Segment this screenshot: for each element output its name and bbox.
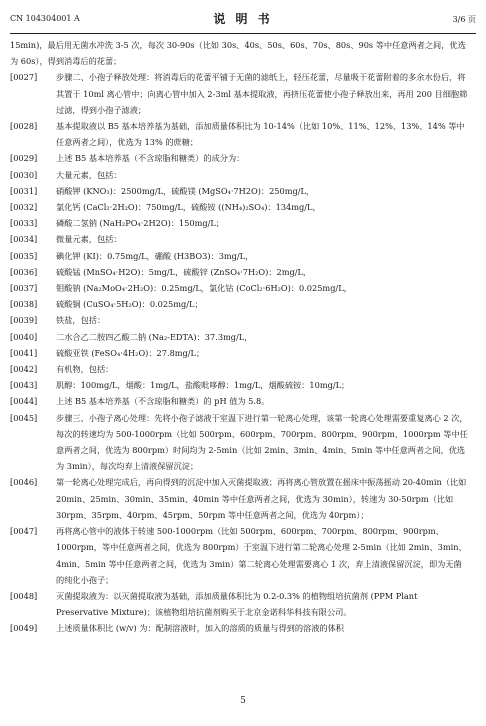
paragraph-number: [0038] bbox=[10, 299, 38, 310]
paragraph-number: [0028] bbox=[10, 121, 38, 132]
paragraph-text: 微量元素，包括： bbox=[56, 234, 122, 245]
paragraph-number: [0036] bbox=[10, 266, 38, 277]
paragraph-text: 灭菌提取液为：以灭菌提取液为基础，添加质量体积比为 0.2-0.3% 的植物组培抗菌剂 (PPM Plant Preservative Mixture)；该植物组培抗菌剂购买于北京金诺科华科技有限公司。 bbox=[56, 590, 418, 618]
paragraph-text: 磷酸二氢钠 (NaH₂PO₄·2H2O)：150mg/L； bbox=[56, 218, 224, 229]
paragraph bbox=[10, 296, 468, 312]
paragraph bbox=[10, 69, 468, 118]
paragraph-text: 上述 B5 基本培养基（不含琼脂和糖类）的 pH 值为 5.8。 bbox=[56, 396, 270, 407]
paragraph-text: 硫酸铜 (CuSO₄·5H₂O)：0.025mg/L； bbox=[56, 299, 203, 310]
paragraph-number: [0043] bbox=[10, 380, 38, 391]
paragraph-number: [0049] bbox=[10, 623, 38, 634]
paragraph-text: 大量元素，包括： bbox=[56, 169, 122, 180]
paragraph bbox=[10, 410, 468, 475]
paragraph bbox=[10, 264, 468, 280]
paragraph-text: 步骤三、小孢子离心处理：先将小孢子滤液于室温下进行第一轮离心处理，该第一轮离心处理需要重复离心 2 次，每次的转速均为 500-1000rpm（比如 500rpm、600rpm、700rpm、800rpm、900rpm、1000rpm 等中任意两者之间，优选为 800rpm）时间均为 2-5min（比如 2min、3min、4min、5min 等中任意两者之间，优选为 3min），每次均弃上清液保留沉淀； bbox=[56, 412, 468, 472]
paragraph-text: 二水合乙二胺四乙酸二钠 (Na₂-EDTA)：37.3mg/L， bbox=[56, 331, 253, 342]
paragraph-number: [0044] bbox=[10, 396, 38, 407]
paragraph-text: 步骤二、小孢子释放处理：将消毒后的花蕾平铺于无菌的滤纸上，轻压花蕾，尽量吸干花蕾附着的多余水份后，将其置于 10ml 离心管中；向离心管中加入 2-3ml 基本提取液，再挤压花蕾使小孢子释放出来，再用 200 目细胞筛过滤，得到小孢子滤液； bbox=[56, 72, 468, 115]
page-indicator: 3/6 页 bbox=[452, 15, 476, 24]
paragraph bbox=[10, 231, 468, 247]
paragraph bbox=[10, 329, 468, 345]
paragraph-text: 上述质量体积比 (w/v) 为：配制溶液时，加入的溶质的质量与得到的溶液的体积 bbox=[56, 623, 344, 634]
paragraph-number: [0027] bbox=[10, 72, 38, 83]
paragraph-number: [0029] bbox=[10, 153, 38, 164]
paragraph bbox=[10, 167, 468, 183]
paragraph-text: 氯化钙 (CaCl₂·2H₂O)：750mg/L，硫酸铵 ((NH₄)₂SO₄)：134mg/L， bbox=[56, 202, 321, 213]
paragraph-number: [0031] bbox=[10, 185, 38, 196]
paragraph bbox=[10, 150, 468, 166]
paragraph-number: [0035] bbox=[10, 250, 38, 261]
paragraph bbox=[10, 393, 468, 409]
paragraph bbox=[10, 280, 468, 296]
paragraph-number: [0046] bbox=[10, 477, 38, 488]
paragraph bbox=[10, 345, 468, 361]
paragraph-number: [0041] bbox=[10, 347, 38, 358]
paragraph bbox=[10, 620, 468, 636]
paragraph-number: [0045] bbox=[10, 412, 38, 423]
paragraph-text: 硫酸亚铁 (FeSO₄·4H₂O)：27.8mg/L； bbox=[56, 347, 205, 358]
paragraph bbox=[10, 183, 468, 199]
paragraph-number: [0030] bbox=[10, 169, 38, 180]
paragraph-number: [0047] bbox=[10, 526, 38, 537]
paragraph-number: [0037] bbox=[10, 283, 38, 294]
paragraph-text: 基本提取液以 B5 基本培养基为基础，添加质量体积比为 10-14%（比如 10%、11%、12%、13%、14% 等中任意两者之间），优选为 13% 的蔗糖； bbox=[56, 121, 465, 148]
paragraph bbox=[10, 118, 468, 150]
paragraph-text: 再将离心管中的液体于转速 500-1000rpm（比如 500rpm、600rpm、700rpm、800rpm、900rpm、1000rpm，等中任意两者之间，优选为 800rpm）于室温下进行第二轮离心处理 2-5min（比如 2min、3min、4min、5min 等中任意两者之间，优选为 3min）第二轮离心处理需要离心 1 次，弃上清液保留沉淀，即为无菌的纯化小孢子； bbox=[56, 526, 467, 585]
paragraph-text: 铁盐，包括： bbox=[56, 315, 106, 326]
document-body bbox=[10, 37, 468, 637]
paragraph-text: 有机物，包括： bbox=[56, 364, 114, 375]
paragraph bbox=[10, 523, 468, 588]
paragraph-text: 钼酸钠 (Na₂MoO₄·2H₂O)：0.25mg/L，氯化钴 (CoCl₂·6H₂O)：0.025mg/L， bbox=[56, 283, 352, 294]
paragraph-number: [0039] bbox=[10, 315, 38, 326]
paragraph bbox=[10, 377, 468, 393]
paragraph-number: [0042] bbox=[10, 364, 38, 375]
paragraph-list bbox=[10, 69, 468, 636]
paragraph-number: [0040] bbox=[10, 331, 38, 342]
paragraph bbox=[10, 215, 468, 231]
paragraph-number: [0032] bbox=[10, 202, 38, 213]
document-title: 说 明 书 bbox=[213, 12, 273, 26]
paragraph-number: [0034] bbox=[10, 234, 38, 245]
paragraph-text: 碘化钾 (KI)：0.75mg/L，硼酸 (H3BO3)：3mg/L， bbox=[56, 250, 254, 261]
paragraph bbox=[10, 248, 468, 264]
paragraph-text: 肌醇：100mg/L，烟酸：1mg/L，盐酸吡哆醇：1mg/L，烟酸硫铵：10mg/L； bbox=[56, 380, 350, 391]
paragraph bbox=[10, 199, 468, 215]
header-divider bbox=[10, 33, 476, 34]
paragraph-text: 硫酸锰 (MnSO₄·H2O)：5mg/L，硫酸锌 (ZnSO₄·7H₂O)：2mg/L， bbox=[56, 266, 312, 277]
paragraph bbox=[10, 474, 468, 523]
continuation-text: 15min)，最后用无菌水冲洗 3-5 次，每次 30-90s（比如 30s、40s、50s、60s、70s、80s、90s 等中任意两者之间，优选为 60s），得到消毒后的花蕾； bbox=[10, 40, 466, 67]
paragraph bbox=[10, 312, 468, 328]
page-header bbox=[10, 10, 476, 30]
paragraph-number: [0033] bbox=[10, 218, 38, 229]
page-number: 5 bbox=[240, 696, 246, 706]
paragraph-text: 第一轮离心处理完成后，再向得到的沉淀中加入灭菌提取液；再将离心管放置在摇床中振荡摇动 20-40min（比如 20min、25min、30min、35min、40min 等中任意两者之间，优选为 30min），转速为 30-50rpm（比如 30rpm、35rpm、40rpm、45rpm、50rpm 等中任意两者之间，优选为 40rpm）； bbox=[56, 477, 467, 520]
paragraph-number: [0048] bbox=[10, 590, 38, 601]
paragraph bbox=[10, 588, 468, 620]
paragraph-text: 硝酸钾 (KNO₃)：2500mg/L，硫酸镁 (MgSO₄·7H2O)：250mg/L， bbox=[56, 185, 315, 196]
paragraph bbox=[10, 361, 468, 377]
publication-number: CN 104304001 A bbox=[10, 14, 80, 23]
paragraph-text: 上述 B5 基本培养基（不含琼脂和糖类）的成分为： bbox=[56, 153, 245, 164]
